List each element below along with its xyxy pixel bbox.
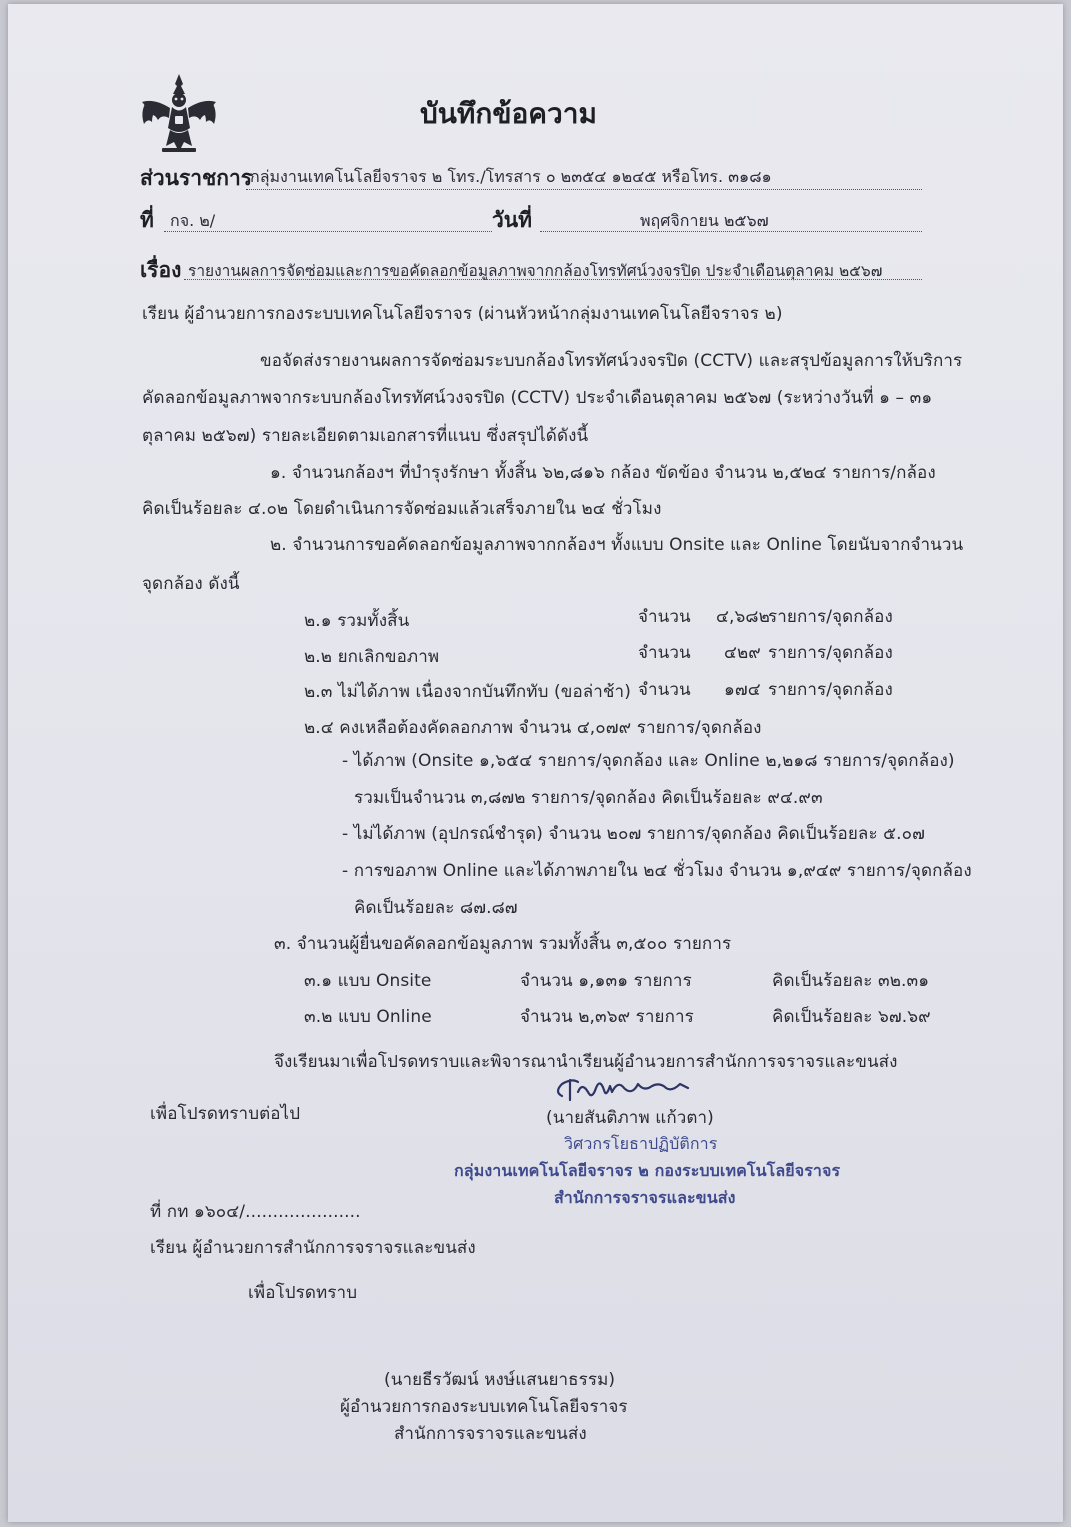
endorse-note: เพื่อโปรดทราบ bbox=[248, 1283, 358, 1303]
item2-1-count-label: จำนวน bbox=[638, 607, 691, 627]
item3-1-count: จำนวน ๑,๑๓๑ รายการ bbox=[520, 971, 692, 991]
item3-2-percent: คิดเป็นร้อยละ ๖๗.๖๙ bbox=[772, 1007, 931, 1027]
memo-title: บันทึกข้อความ bbox=[420, 97, 597, 130]
item2-3-label: ๒.๓ ไม่ได้ภาพ เนื่องจากบันทึกทับ (ขอล่าช้า) bbox=[304, 682, 631, 702]
endorse-ref: ที่ กท ๑๖๐๔/..................... bbox=[150, 1202, 361, 1222]
signature-1 bbox=[548, 1070, 698, 1106]
intro-line-2: คัดลอกข้อมูลภาพจากระบบกล้องโทรทัศน์วงจรปิด (CCTV) ประจำเดือนตุลาคม ๒๕๖๗ (ระหว่างวันที่ ๑ – ๓๑ bbox=[142, 388, 933, 408]
item2-3-count: ๑๗๔ bbox=[724, 680, 761, 700]
signer2-office: สำนักการจราจรและขนส่ง bbox=[394, 1424, 587, 1444]
signer2-name: (นายธีรวัฒน์ หงษ์แสนยาธรรม) bbox=[384, 1370, 616, 1390]
ref-value: กจ. ๒/ bbox=[170, 211, 216, 230]
agency-label: ส่วนราชการ bbox=[140, 166, 253, 190]
ref-dotline bbox=[164, 231, 492, 232]
item2-4-detail-3: - ไม่ได้ภาพ (อุปกรณ์ชำรุด) จำนวน ๒๐๗ รายการ/จุดกล้อง คิดเป็นร้อยละ ๕.๐๗ bbox=[342, 824, 926, 844]
intro-line-3: ตุลาคม ๒๕๖๗) รายละเอียดตามเอกสารที่แนบ ซึ่งสรุปได้ดังนี้ bbox=[142, 426, 589, 446]
signer1-unit: กลุ่มงานเทคโนโลยีจราจร ๒ กองระบบเทคโนโลยีจราจร bbox=[454, 1161, 841, 1180]
subject-label: เรื่อง bbox=[140, 258, 182, 282]
agency-value: กลุ่มงานเทคโนโลยีจราจร ๒ โทร./โทรสาร ๐ ๒๓๕๔ ๑๒๔๕ หรือโทร. ๓๑๘๑ bbox=[250, 167, 772, 186]
item3-line: ๓. จำนวนผู้ยื่นขอคัดลอกข้อมูลภาพ รวมทั้งสิ้น ๓,๕๐๐ รายการ bbox=[274, 934, 732, 954]
intro-line-1: ขอจัดส่งรายงานผลการจัดซ่อมระบบกล้องโทรทัศน์วงจรปิด (CCTV) และสรุปข้อมูลการให้บริการ bbox=[260, 351, 963, 371]
item2-4-line: ๒.๔ คงเหลือต้องคัดลอกภาพ จำนวน ๔,๐๗๙ รายการ/จุดกล้อง bbox=[304, 718, 762, 738]
closing-line: จึงเรียนมาเพื่อโปรดทราบและพิจารณานำเรียนผู้อำนวยการสำนักการจราจรและขนส่ง bbox=[274, 1052, 898, 1072]
item2-3-count-label: จำนวน bbox=[638, 680, 691, 700]
garuda-emblem-icon bbox=[136, 72, 222, 156]
item2-line-2: จุดกล้อง ดังนี้ bbox=[142, 574, 240, 594]
memo-page bbox=[8, 4, 1063, 1522]
item1-line-2: คิดเป็นร้อยละ ๔.๐๒ โดยดำเนินการจัดซ่อมแล้วเสร็จภายใน ๒๔ ชั่วโมง bbox=[142, 499, 662, 519]
ref-label: ที่ bbox=[140, 208, 154, 232]
item2-4-detail-4: - การขอภาพ Online และได้ภาพภายใน ๒๔ ชั่วโมง จำนวน ๑,๙๔๙ รายการ/จุดกล้อง bbox=[342, 861, 972, 881]
item2-3-unit: รายการ/จุดกล้อง bbox=[768, 680, 893, 700]
date-value: พฤศจิกายน ๒๕๖๗ bbox=[640, 211, 769, 230]
item3-2-label: ๓.๒ แบบ Online bbox=[304, 1007, 432, 1027]
item2-1-unit: รายการ/จุดกล้อง bbox=[768, 607, 893, 627]
item2-2-label: ๒.๒ ยกเลิกขอภาพ bbox=[304, 647, 440, 667]
endorse-to: เรียน ผู้อำนวยการสำนักการจราจรและขนส่ง bbox=[150, 1238, 476, 1258]
subject-dotline bbox=[184, 279, 922, 280]
salutation: เรียน ผู้อำนวยการกองระบบเทคโนโลยีจราจร (ผ่านหัวหน้ากลุ่มงานเทคโนโลยีจราจร ๒) bbox=[142, 304, 783, 324]
signer1-office: สำนักการจราจรและขนส่ง bbox=[554, 1188, 736, 1207]
item2-4-detail-5: คิดเป็นร้อยละ ๘๗.๘๗ bbox=[354, 898, 518, 918]
item2-2-count-label: จำนวน bbox=[638, 643, 691, 663]
item2-line-1: ๒. จำนวนการขอคัดลอกข้อมูลภาพจากกล้องฯ ทั้งแบบ Onsite และ Online โดยนับจากจำนวน bbox=[270, 535, 964, 555]
item2-2-count: ๔๒๙ bbox=[724, 643, 761, 663]
subject-value: รายงานผลการจัดซ่อมและการขอคัดลอกข้อมูลภาพจากกล้องโทรทัศน์วงจรปิด ประจำเดือนตุลาคม ๒๕๖๗ bbox=[188, 262, 883, 280]
item2-4-detail-1: - ได้ภาพ (Onsite ๑,๖๕๔ รายการ/จุดกล้อง และ Online ๒,๒๑๘ รายการ/จุดกล้อง) bbox=[342, 751, 955, 771]
date-dotline bbox=[540, 231, 922, 232]
item3-1-label: ๓.๑ แบบ Onsite bbox=[304, 971, 432, 991]
item1-line-1: ๑. จำนวนกล้องฯ ที่บำรุงรักษา ทั้งสิ้น ๖๒,๘๑๖ กล้อง ขัดข้อง จำนวน ๒,๕๒๔ รายการ/กล้อง bbox=[270, 463, 936, 483]
item2-4-detail-2: รวมเป็นจำนวน ๓,๘๗๒ รายการ/จุดกล้อง คิดเป็นร้อยละ ๙๔.๙๓ bbox=[354, 788, 823, 808]
item3-2-count: จำนวน ๒,๓๖๙ รายการ bbox=[520, 1007, 694, 1027]
signer1-name: (นายสันติภาพ แก้วตา) bbox=[546, 1108, 714, 1128]
signer1-position: วิศวกรโยธาปฏิบัติการ bbox=[564, 1134, 718, 1153]
agency-dotline bbox=[246, 189, 922, 190]
signer2-position: ผู้อำนวยการกองระบบเทคโนโลยีจราจร bbox=[340, 1397, 628, 1417]
item2-2-unit: รายการ/จุดกล้อง bbox=[768, 643, 893, 663]
item2-1-count: ๔,๖๘๒ bbox=[716, 607, 770, 627]
item3-1-percent: คิดเป็นร้อยละ ๓๒.๓๑ bbox=[772, 971, 930, 991]
item2-1-label: ๒.๑ รวมทั้งสิ้น bbox=[304, 611, 410, 631]
date-label: วันที่ bbox=[492, 208, 532, 232]
forward-note: เพื่อโปรดทราบต่อไป bbox=[150, 1104, 301, 1124]
